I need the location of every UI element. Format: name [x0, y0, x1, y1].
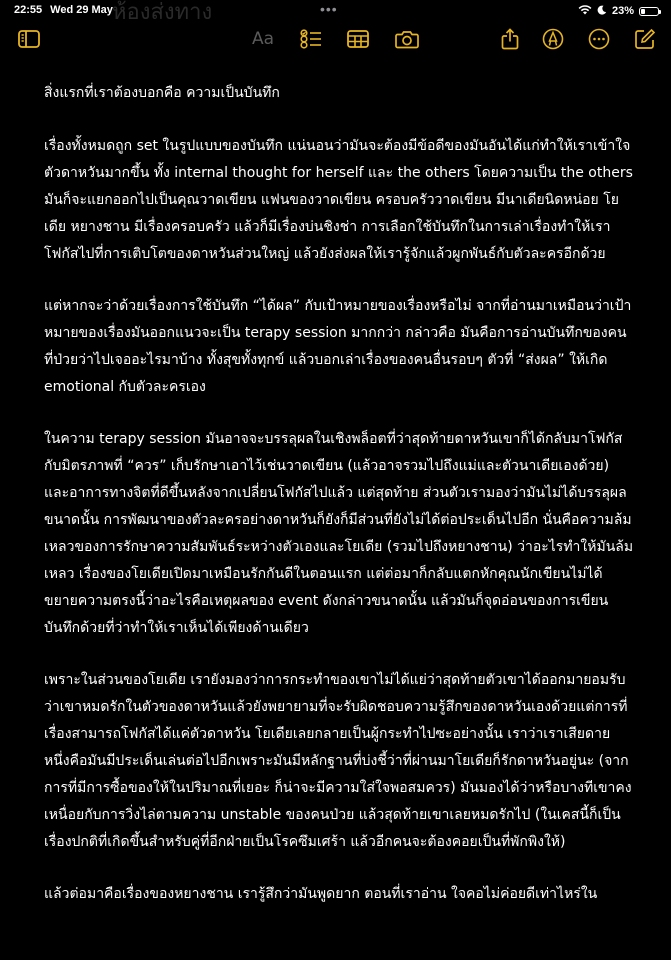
note-paragraph-6: แล้วต่อมาคือเรื่องของหยางชาน เรารู้สึกว่ามันพูดยาก ตอนที่เราอ่าน ใจคอไม่ค่อยดีเท่าไหร่ใน [44, 886, 598, 902]
toolbar [0, 26, 671, 56]
compose-button[interactable] [632, 26, 658, 52]
battery-fill [641, 9, 645, 14]
share-button[interactable] [497, 26, 523, 52]
wifi-icon [578, 4, 592, 18]
table-button[interactable] [345, 26, 371, 52]
moon-icon [597, 5, 607, 18]
format-text-button[interactable] [250, 26, 276, 52]
checklist-button[interactable] [298, 26, 324, 52]
note-body[interactable] [44, 80, 634, 933]
note-paragraph-1: สิ่งแรกที่เราต้องบอกคือ ความเป็นบันทึก [44, 85, 280, 101]
markup-button[interactable] [540, 26, 566, 52]
status-time: 22:55 [14, 4, 43, 16]
battery-text: 23% [611, 5, 634, 17]
status-right [578, 4, 659, 18]
note-paragraph-5: เพราะในส่วนของโยเดีย เรายังมองว่าการกระทำของเขาไม่ได้แย่ว่าสุดท้ายตัวเขาได้ออกมายอมรับว่าเขาหมดรักในตัวของดาหวันแล้วยังพยายามที่จะรับผิดชอบความรู้สึกของดาหวันเองด้วยแต่การที่เรื่องสามารถโฟกัสได้แค่ตัวดาหวัน โยเดียเลยกลายเป็นผู้กระทำไปซะอย่างนั้น เราว่าเราเสียดาย หนึ่งคือมันมีประเด็นเล่นต่อไปอีกเพราะมันมีหลักฐานที่บ่งชี้ว่าที่ผ่านมาโยเดียก็รักดาหวันอยู่นะ (จากการที่มีการซื้อของให้ในปริมาณที่เยอะ ก็น่าจะมีความใส่ใจพอสมควร) มันมองได้ว่าหรือบางทีเขาคงเหนื่อยกับการวิ่งไล่ตามความ unstable ของคนป่วย แล้วสุดท้ายเขาเลยหมดรักไป (ในเคสนี้ก็เป็นเรื่องปกติที่เกิดขึ้นสำหรับคู่ที่อีกฝ่ายเป็นโรคซึมเศร้า แล้วอีกคนจะต้องคอยเป็นที่พักพิงให้) [44, 672, 632, 850]
battery-icon [639, 7, 659, 16]
sidebar-button[interactable] [16, 26, 42, 52]
sidebar-icon [18, 30, 40, 48]
markup-icon [542, 28, 564, 50]
checklist-icon [300, 29, 322, 49]
multitasking-dots[interactable]: ••• [320, 1, 338, 17]
status-left [14, 4, 113, 16]
more-icon [588, 28, 610, 50]
format-text-icon: Aa [251, 29, 275, 49]
camera-button[interactable] [394, 26, 420, 52]
note-paragraph-4: ในความ terapy session มันอาจจะบรรลุผลในเชิงพล็อตที่ว่าสุดท้ายดาหวันเขาก็ได้กลับมาโฟกัสกับมิตรภาพที่ “ควร” เก็บรักษาเอาไว้เช่นวาดเขียน (แล้วอาจรวมไปถึงแม่และตัวนาเดียเองด้วย) และอาการทางจิตที่ดีขึ้นหลังจากเปลี่ยนโฟกัสไปแล้ว แต่สุดท้าย ส่วนตัวเรามองว่ามันไม่ได้บรรลุผลขนาดนั้น การพัฒนาของตัวละครอย่างดาหวันก็ยังก็มีส่วนที่ยังไม่ได้ต่อประเด็นไปอีก นั่นคือความล้มเหลวของการรักษาความสัมพันธ์ระหว่างตัวเองและโยเดีย (รวมไปถึงหยางชาน) ว่าอะไรทำให้มันล้มเหลว เรื่องของโยเดียเปิดมาเหมือนรักกันดีในตอนแรก แต่ต่อมาก็กลับแตกหักคุณนักเขียนไม่ได้ขยายความตรงนี้ว่าอะไรคือเหตุผลของ event ดังกล่าวขนาดนั้น แล้วมันก็จุดอ่อนของการเขียนบันทึกด้วยที่ว่าทำให้เราเห็นได้เพียงด้านเดียว [44, 431, 634, 636]
camera-icon [395, 30, 419, 49]
ghost-title: ห้องส่งทาง [112, 0, 213, 25]
note-paragraph-3: แต่หากจะว่าด้วยเรื่องการใช้บันทึก “ได้ผล” กับเป้าหมายของเรื่องหรือไม่ จากที่อ่านมาเหมือนว่าเป้าหมายของเรื่องมันออกแนวจะเป็น terapy session มากกว่า กล่าวคือ มันคือการอ่านบันทึกของคนที่ป่วยว่าไปเจออะไรมาบ้าง ทั้งสุขทั้งทุกข์ แล้วบอกเล่าเรื่องของคนอื่นรอบๆ ตัวที่ “ส่งผล” ให้เกิด emotional กับตัวละครเอง [44, 298, 632, 395]
status-bar [0, 0, 671, 20]
compose-icon [634, 28, 656, 50]
table-icon [347, 30, 369, 48]
share-icon [501, 28, 519, 50]
note-paragraph-2: เรื่องทั้งหมดถูก set ในรูปแบบของบันทึก แน่นอนว่ามันจะต้องมีข้อดีของมันอันได้แก่ทำให้เราเข้าใจตัวดาหวันมากขึ้น ทั้ง internal thought for herself และ the others โดยความเป็น the others มันก็จะแยกออกไปเป็นคุณวาดเขียน แฟนของวาดเขียน ครอบครัววาดเขียน มีนาเดียนิดหน่อย โยเดีย หยางชาน มีเรื่องครอบครัว แล้วก็มีเรื่องบ่นชิงช่า การเลือกใช้บันทึกในการเล่าเรื่องทำให้เราโฟกัสไปที่การเติบโตของดาหวันส่วนใหญ่ แล้วยังส่งผลให้เรารู้จักแล้วผูกพันธ์กับตัวละครอีกด้วย [44, 138, 633, 262]
status-date: Wed 29 May [50, 4, 113, 16]
more-button[interactable] [586, 26, 612, 52]
